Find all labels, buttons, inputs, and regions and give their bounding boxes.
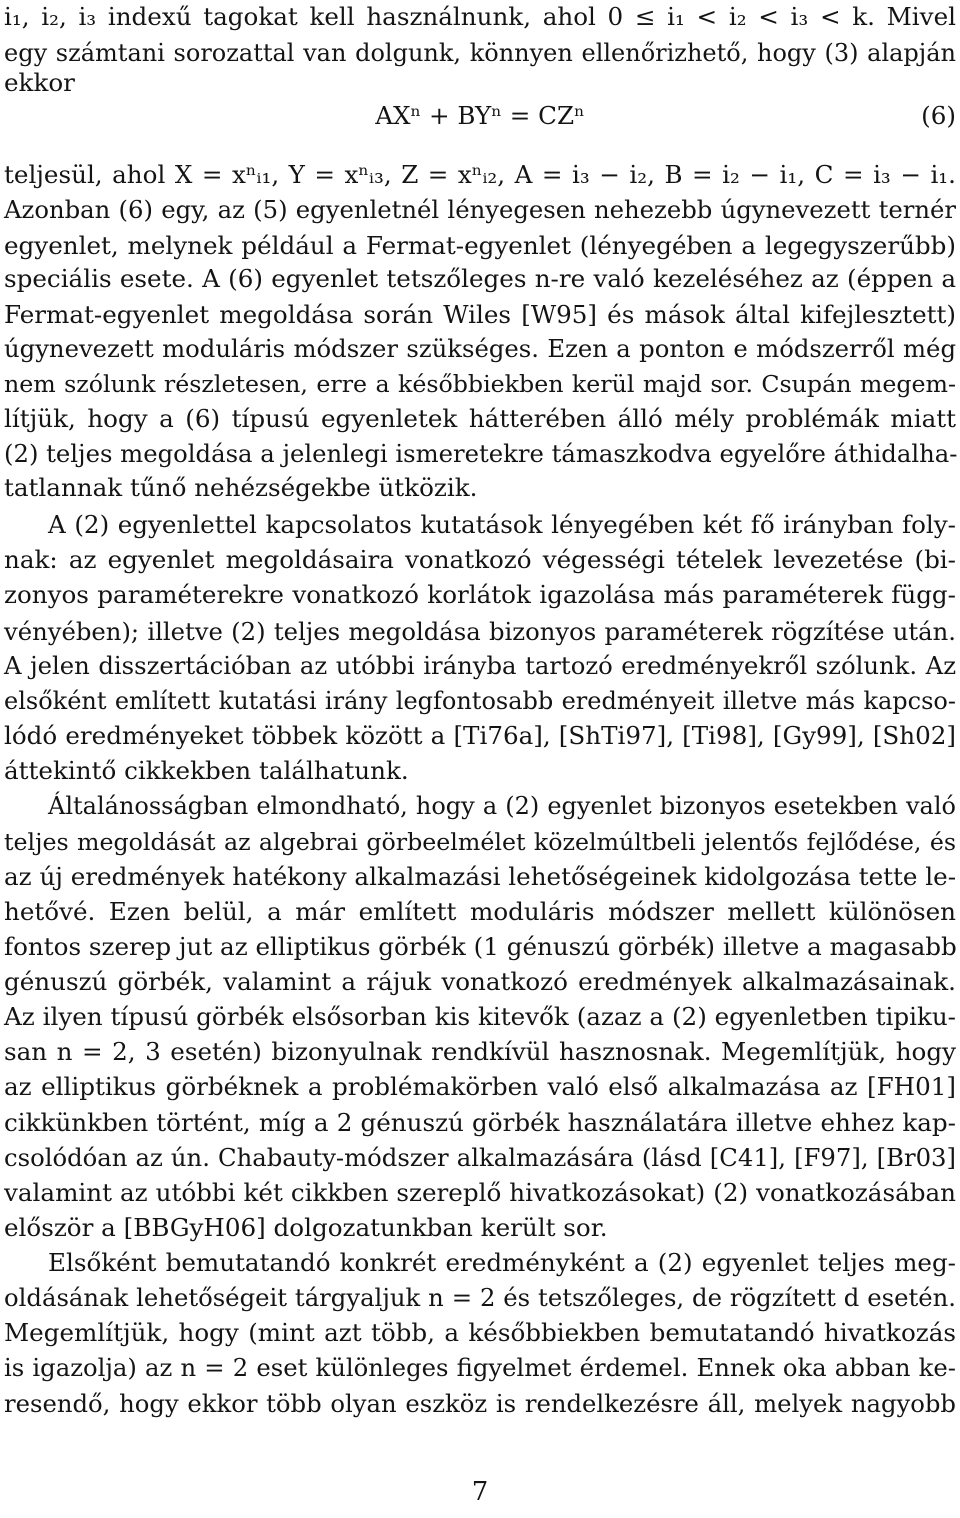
text-line: Megemlítjük, hogy (mint azt több, a későbbiekben bemutatandó hivatkozás [4,1318,956,1347]
text-line: zonyos paraméterekre vonatkozó korlátok igazolása más paraméterek függ- [4,580,956,609]
text-line: nak: az egyenlet megoldásaira vonatkozó végességi tételek levezetése (bi- [4,545,956,574]
text-line: az elliptikus görbéknek a problémakörben való első alkalmazása az [FH01] [4,1072,956,1101]
text-line: i₁, i₂, i₃ indexű tagokat kell használnunk, ahol 0 ≤ i₁ < i₂ < i₃ < k. Mivel [4,2,956,31]
text-line: is igazolja) az n = 2 eset különleges figyelmet érdemel. Ennek oka abban ke- [4,1353,956,1382]
text-line: az új eredmények hatékony alkalmazási lehetőségeinek kidolgozása tette le- [4,862,956,891]
text-line: csolódóan az ún. Chabauty-módszer alkalmazására (lásd [C41], [F97], [Br03] [4,1143,956,1172]
text-line: (2) teljes megoldása a jelenlegi ismeretekre támaszkodva egyelőre áthidalha- [4,439,958,468]
text-line: Elsőként bemutatandó konkrét eredményként a (2) egyenlet teljes meg- [48,1248,956,1277]
text-line: teljes megoldását az algebrai görbeelmélet közelmúltbeli jelentős fejlődése, és [4,828,956,856]
equation-number: (6) [921,101,956,130]
text-line: Azonban (6) egy, az (5) egyenletnél lényegesen nehezebb úgynevezett ternér [4,195,956,224]
text-line: fontos szerep jut az elliptikus görbék (1 génuszú görbék) illetve a magasabb [4,932,957,961]
text-line: cikkünkben történt, míg a 2 génuszú görbék használatára illetve ehhez kap- [4,1108,956,1137]
text-line: áttekintő cikkekben találhatunk. [4,756,409,785]
text-line: san n = 2, 3 esetén) bizonyulnak rendkívül hasznosnak. Megemlítjük, hogy [4,1037,956,1066]
display-equation: AXⁿ + BYⁿ = CZⁿ [375,101,585,130]
text-line: tatlannak tűnő nehézségekbe ütközik. [4,473,478,502]
text-line: vényében); illetve (2) teljes megoldása bizonyos paraméterek rögzítése után. [4,617,956,646]
text-line: génuszú görbék, valamint a rájuk vonatkozó eredmények alkalmazásainak. [4,967,956,996]
text-line: elsőként említett kutatási irány legfontosabb eredményeit illetve más kapcso- [4,687,956,715]
text-line: teljesül, ahol X = xⁿᵢ₁, Y = xⁿᵢ₃, Z = xⁿᵢ₂, A = i₃ − i₂, B = i₂ − i₁, C = i₃ − i₁. [4,160,956,189]
text-line: nem szólunk részletesen, erre a későbbiekben kerül majd sor. Csupán megem- [4,370,956,398]
text-line: úgynevezett moduláris módszer szükséges. Ezen a ponton e módszerről még [4,334,956,363]
text-line: lítjük, hogy a (6) típusú egyenletek hátterében álló mély problémák miatt [4,404,956,433]
text-line: A (2) egyenlettel kapcsolatos kutatások lényegében két fő irányban foly- [48,510,956,539]
text-line: valamint az utóbbi két cikkben szereplő hivatkozásokat) (2) vonatkozásában [4,1178,956,1207]
text-line: resendő, hogy ekkor több olyan eszköz is rendelkezésre áll, melyek nagyobb [4,1389,956,1418]
text-line: Az ilyen típusú görbék elsősorban kis kitevők (azaz a (2) egyenletben tipiku- [4,1002,956,1031]
text-line: egy számtani sorozattal van dolgunk, könnyen ellenőrizhető, hogy (3) alapján [4,39,956,67]
text-line: először a [BBGyH06] dolgozatunkban került sor. [4,1213,608,1242]
page-number: 7 [471,1477,489,1507]
text-line: A jelen disszertációban az utóbbi irányba tartozó eredményekről szólunk. Az [4,651,956,680]
text-line: hetővé. Ezen belül, a már említett moduláris módszer mellett különösen [4,897,956,926]
text-line: egyenlet, melynek például a Fermat-egyenlet (lényegében a legegyszerűbb) [4,231,956,260]
text-line: Általánosságban elmondható, hogy a (2) egyenlet bizonyos esetekben való [48,792,956,820]
text-line: oldásának lehetőségeit tárgyaljuk n = 2 és tetszőleges, de rögzített d esetén. [4,1283,956,1312]
text-line: ekkor [4,68,75,97]
text-line: lódó eredményeket többek között a [Ti76a], [ShTi97], [Ti98], [Gy99], [Sh02] [4,721,956,750]
text-line: Fermat-egyenlet megoldása során Wiles [W95] és mások által kifejlesztett) [4,300,956,329]
text-line: speciális esete. A (6) egyenlet tetszőleges n-re való kezeléséhez az (éppen a [4,264,956,293]
